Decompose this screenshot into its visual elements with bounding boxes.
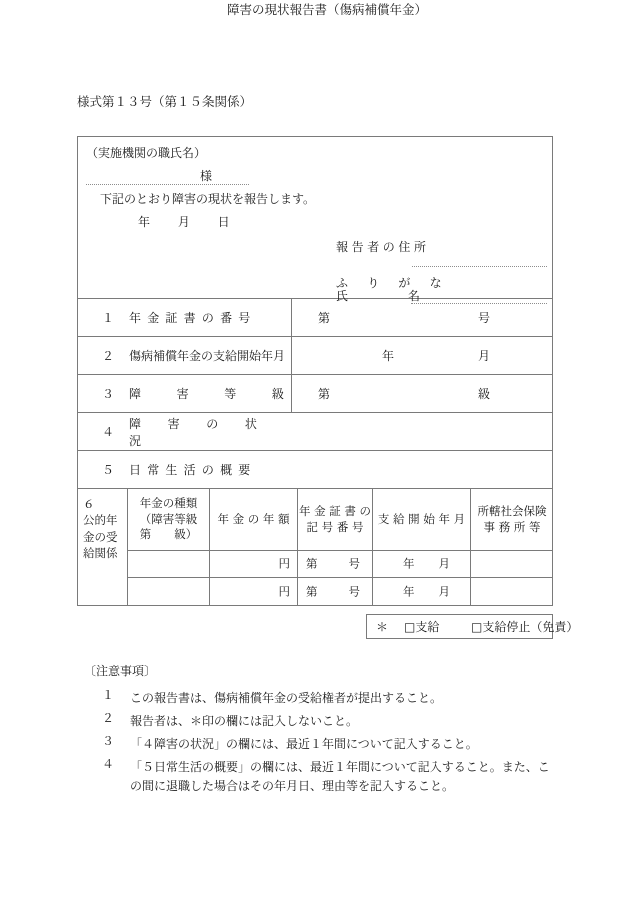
column-header-start-date xyxy=(373,489,471,551)
table-row xyxy=(78,375,552,413)
row-index: ４ xyxy=(102,425,115,439)
sama-honorific: 様 xyxy=(200,169,213,183)
start-month-unit: 月 xyxy=(438,556,450,571)
addressee-dotted-line xyxy=(86,184,249,185)
cell-annual-amount[interactable] xyxy=(210,578,298,605)
currency-unit: 円 xyxy=(278,583,290,598)
row-value-cell[interactable] xyxy=(291,413,552,450)
cert-prefix: 第 xyxy=(306,556,318,571)
cell-insurance-office[interactable] xyxy=(471,551,553,578)
cert-suffix: 号 xyxy=(348,583,360,598)
column-header-certificate-number xyxy=(298,489,373,551)
note-number: ２ xyxy=(102,711,115,725)
note-number: ４ xyxy=(102,757,115,771)
row-label xyxy=(78,337,291,374)
statement-text: 下記のとおり障害の現状を報告します。 xyxy=(100,192,316,206)
row-index: １ xyxy=(102,311,115,325)
cert-suffix: 号 xyxy=(348,556,360,571)
organization-label: （実施機関の職氏名） xyxy=(86,146,207,160)
row-label xyxy=(78,413,291,450)
column-header-pension-type xyxy=(128,489,210,551)
reporter-address-label: 報告者の住所 xyxy=(336,240,430,254)
header-line: 年 金 の 年 額 xyxy=(217,511,290,526)
furigana-label: ふ り が な xyxy=(336,276,446,290)
checkbox-paid[interactable]: □支給 xyxy=(404,619,440,634)
cell-start-date[interactable] xyxy=(373,551,471,578)
checkbox-suspended[interactable]: □支給停止（免責） xyxy=(471,619,579,634)
start-year-unit: 年 xyxy=(403,556,415,571)
value-prefix: 第 xyxy=(318,386,331,401)
cell-pension-type[interactable] xyxy=(128,578,210,605)
note-item xyxy=(102,689,554,709)
row-value-cell[interactable] xyxy=(291,375,552,412)
header-line: 所轄社会保険 xyxy=(477,503,547,518)
note-text: 「５日常生活の概要」の欄には、最近１年間について記入すること。また、この間に退職した場合はその年月日、理由等を記入すること。 xyxy=(130,760,550,794)
notes-title: 〔注意事項〕 xyxy=(84,664,157,678)
row-label xyxy=(78,375,291,412)
section6-label-line-1: 公的年 xyxy=(83,513,118,528)
note-number: １ xyxy=(102,688,115,702)
reporter-address-line[interactable] xyxy=(412,266,547,267)
row-index: ５ xyxy=(102,463,115,477)
section6-row-label xyxy=(78,489,128,605)
cell-start-date[interactable] xyxy=(373,578,471,605)
section6-label-line-2: 金の受 xyxy=(83,529,118,544)
note-text: 「４障害の状況」の欄には、最近１年間について記入すること。 xyxy=(130,737,478,751)
row-index: ２ xyxy=(102,349,115,363)
value-prefix: 年 xyxy=(382,348,395,363)
header-line: 年金の種類 xyxy=(139,495,198,510)
section6-index: ６ xyxy=(83,497,95,511)
note-item xyxy=(102,758,554,800)
header-line: 支 給 開 始 年 月 xyxy=(377,511,466,526)
section6-label-line-3: 給関係 xyxy=(83,545,118,560)
row-label-text: 年 金 証 書 の 番 号 xyxy=(129,311,252,325)
note-number: ３ xyxy=(102,734,115,748)
row-value-cell[interactable] xyxy=(291,451,552,488)
row-index: ３ xyxy=(102,387,115,401)
cert-prefix: 第 xyxy=(306,583,318,598)
asterisk-marker: ＊ xyxy=(376,619,389,634)
header-line: （障害等級 xyxy=(139,511,198,526)
row-label xyxy=(78,299,291,336)
row-value-cell[interactable] xyxy=(291,337,552,374)
row-label-text: 障 害 の 状 況 xyxy=(129,416,284,448)
report-date-line: 年 月 日 xyxy=(138,215,230,229)
cell-certificate-number[interactable] xyxy=(298,578,373,605)
header-line: 年 金 証 書 の xyxy=(298,503,372,518)
row-value-cell[interactable] xyxy=(291,299,552,336)
document-title: 障害の現状報告書（傷病補償年金） xyxy=(226,2,427,17)
note-item xyxy=(102,735,554,755)
cell-pension-type[interactable] xyxy=(128,551,210,578)
table-row xyxy=(78,299,552,337)
table-row xyxy=(78,337,552,375)
cell-annual-amount[interactable] xyxy=(210,551,298,578)
header-line: 第 級） xyxy=(139,527,198,542)
addressee-block xyxy=(78,137,552,303)
column-header-insurance-office xyxy=(471,489,553,551)
value-suffix: 号 xyxy=(478,310,491,325)
table-row xyxy=(78,413,552,451)
pension-receipt-section xyxy=(78,489,552,605)
value-suffix: 級 xyxy=(478,386,491,401)
row-label xyxy=(78,451,291,488)
start-month-unit: 月 xyxy=(438,583,450,598)
row-label-text: 障 害 等 級 xyxy=(129,387,291,401)
currency-unit: 円 xyxy=(278,556,290,571)
row-label-text: 傷病補償年金の支給開始年月 xyxy=(129,349,286,363)
value-prefix: 第 xyxy=(318,310,331,325)
form-number: 様式第１３号（第１５条関係） xyxy=(77,94,253,109)
reporter-name-label: 氏 名 xyxy=(336,289,421,303)
column-header-annual-amount xyxy=(210,489,298,551)
cell-certificate-number[interactable] xyxy=(298,551,373,578)
note-item xyxy=(102,712,554,732)
note-text: 報告者は、＊印の欄には記入しないこと。 xyxy=(130,714,359,728)
value-suffix: 月 xyxy=(478,348,491,363)
cell-insurance-office[interactable] xyxy=(471,578,553,605)
form-table xyxy=(77,136,553,606)
header-line: 事 務 所 等 xyxy=(483,519,541,534)
note-text: この報告書は、傷病補償年金の受給権者が提出すること。 xyxy=(130,691,443,705)
official-use-status-box xyxy=(366,614,579,639)
header-line: 記 号 番 号 xyxy=(306,519,364,534)
row-label-text: 日 常 生 活 の 概 要 xyxy=(129,463,252,477)
start-year-unit: 年 xyxy=(403,583,415,598)
table-row xyxy=(78,451,552,489)
